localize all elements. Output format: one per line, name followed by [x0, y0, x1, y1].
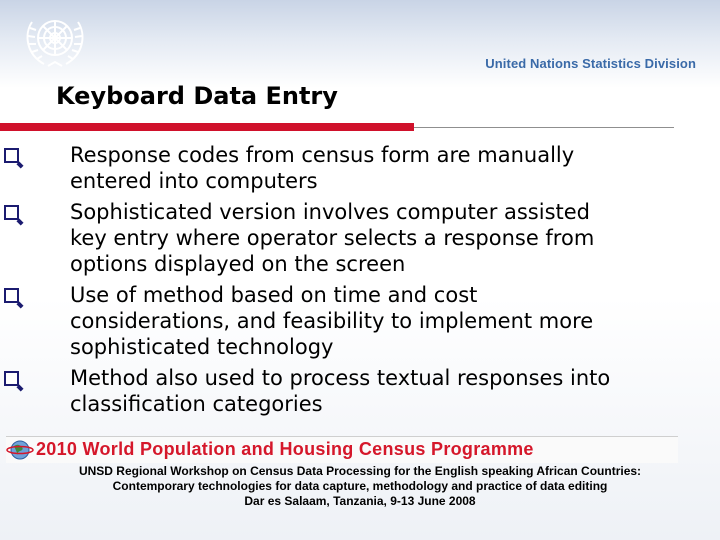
bullet-line: sophisticated technology — [70, 335, 334, 359]
un-emblem-icon — [18, 10, 92, 72]
footer-line: Contemporary technologies for data capture, methodology and practice of data editing — [112, 479, 608, 493]
bullet-line: key entry where operator selects a response from — [70, 226, 595, 250]
bullet-line: options displayed on the screen — [70, 252, 406, 276]
bullet-line: considerations, and feasibility to implement more — [70, 309, 594, 333]
bullet-line: Use of method based on time and cost — [70, 283, 478, 307]
footer-workshop-info — [0, 464, 720, 509]
slide-title: Keyboard Data Entry — [56, 82, 338, 110]
bullet-line: entered into computers — [70, 169, 318, 193]
bullet-line: Sophisticated version involves computer assisted — [70, 200, 591, 224]
bullet-line: Response codes from census form are manually — [70, 143, 575, 167]
footer-line: Dar es Salaam, Tanzania, 9-13 June 2008 — [244, 494, 476, 508]
bullet-line: classification categories — [70, 392, 323, 416]
census-programme-banner — [6, 436, 678, 463]
bullet-item — [0, 282, 700, 360]
bullet-list — [0, 142, 700, 422]
title-underline-red — [0, 123, 414, 131]
q-box-bullet-icon — [4, 371, 19, 386]
q-box-bullet-icon — [4, 288, 19, 303]
bullet-item — [0, 142, 700, 194]
division-name: United Nations Statistics Division — [485, 56, 696, 71]
header-band — [0, 0, 720, 88]
bullet-item — [0, 199, 700, 277]
globe-icon — [6, 439, 36, 461]
banner-text: 2010 World Population and Housing Census Programme — [36, 439, 534, 459]
q-box-bullet-icon — [4, 148, 19, 163]
title-underline-gray — [414, 127, 674, 128]
q-box-bullet-icon — [4, 205, 19, 220]
bullet-line: Method also used to process textual responses into — [70, 366, 611, 390]
footer-line: UNSD Regional Workshop on Census Data Processing for the English speaking African Countries: — [78, 464, 642, 478]
bullet-item — [0, 365, 700, 417]
